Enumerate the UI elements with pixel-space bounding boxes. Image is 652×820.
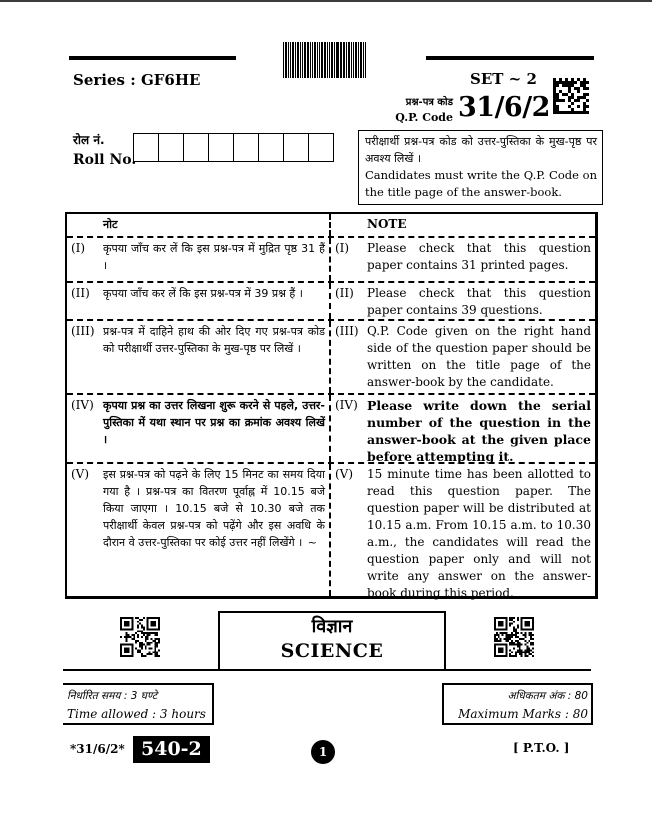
note-row: [67, 393, 595, 462]
barcode: [283, 42, 367, 78]
time-allowed-box: [63, 683, 214, 725]
paper-number-badge: 540-2: [133, 736, 210, 763]
qp-instruction-box: [358, 130, 603, 205]
series-label: Series : GF6HE: [73, 71, 201, 89]
qr-code-right-icon: [494, 617, 534, 657]
max-marks-hindi: अधिकतम अंक : 80: [507, 690, 588, 702]
roll-label-english: Roll No.: [73, 152, 137, 168]
notes-table: [65, 212, 598, 599]
note-number: (II): [71, 286, 90, 300]
notes-header-hindi: नोट: [103, 218, 118, 231]
note-row: [67, 462, 595, 600]
note-hindi: प्रश्न-पत्र में दाहिने हाथ की ओर दिए गए प्रश्न-पत्र कोड को परीक्षार्थी उत्तर-पुस्तिका के मुख-पृष्ठ पर लिखें ।: [103, 325, 325, 355]
note-number: (IV): [71, 398, 94, 412]
footer-qp-code: *31/6/2*: [70, 742, 125, 756]
subject-divider: [63, 669, 591, 671]
roll-number-box[interactable]: [284, 134, 309, 161]
max-marks-english: Maximum Marks : 80: [458, 707, 588, 721]
notes-header-row: [67, 214, 595, 236]
datamatrix-code-icon: [553, 78, 589, 114]
note-english: Q.P. Code given on the right hand side of the question paper should be written on the title page of the answer-book by the candidate.: [367, 324, 591, 389]
pto-label: [ P.T.O. ]: [513, 741, 570, 755]
roll-label-hindi: रोल नं.: [73, 133, 105, 147]
page-number: 1: [311, 740, 335, 764]
subject-english: SCIENCE: [280, 640, 384, 662]
set-label: SET ~ 2: [470, 70, 537, 88]
note-hindi-text: इस प्रश्न-पत्र को पढ़ने के लिए 15 मिनट का समय दिया गया है । प्रश्न-पत्र का वितरण पूर्वाह्न में 10.15 बजे किया जाएगा । 10.15 बजे से 10.30 बजे तक परीक्षार्थी केवल प्रश्न-पत्र को पढ़ेंगे और इस अवधि के दौरान वे उत्तर-पुस्तिका पर कोई उत्तर नहीं लिखेंगे ।: [103, 468, 325, 549]
note-number: (I): [335, 241, 350, 255]
roll-number-box[interactable]: [309, 134, 333, 161]
roll-number-boxes[interactable]: [133, 133, 334, 162]
note-english: Please write down the serial number of the question in the answer-book at the given place before attempting it.: [367, 398, 591, 464]
roll-number-box[interactable]: [259, 134, 284, 161]
note-number: (I): [71, 241, 86, 255]
note-english: Please check that this question paper contains 31 printed pages.: [367, 241, 591, 272]
roll-number-box[interactable]: [184, 134, 209, 161]
top-border: [0, 0, 652, 2]
note-hindi: कृपया जाँच कर लें कि इस प्रश्न-पत्र में मुद्रित पृष्ठ 31 हैं ।: [103, 242, 325, 272]
note-english: 15 minute time has been allotted to read this question paper. The question paper will be distributed at 10.15 a.m. From 10.15 a.m. to 10.30 a.m., the candidates will read the question paper only and will not write any answer on the answer-book during this period.: [367, 467, 591, 600]
qp-code-label: [385, 95, 453, 125]
roll-number-box[interactable]: [209, 134, 234, 161]
note-number: (III): [335, 324, 359, 338]
roll-number-box[interactable]: [234, 134, 259, 161]
note-mark: ~: [307, 536, 317, 549]
qp-code-label-hindi: प्रश्न-पत्र कोड: [405, 97, 453, 108]
note-number: (V): [71, 467, 90, 481]
qr-code-left-icon: [120, 617, 160, 657]
note-number: (II): [335, 286, 354, 300]
note-row: [67, 236, 595, 281]
note-number: (IV): [335, 398, 358, 412]
subject-hindi: विज्ञान: [311, 616, 353, 637]
note-english: Please check that this question paper contains 39 questions.: [367, 286, 591, 317]
note-hindi: कृपया जाँच कर लें कि इस प्रश्न-पत्र में 39 प्रश्न हैं ।: [103, 287, 303, 300]
header-rule-left: [69, 56, 236, 60]
note-number: (V): [335, 467, 354, 481]
qp-code-label-english: Q.P. Code: [395, 111, 453, 124]
roll-number-box[interactable]: [134, 134, 159, 161]
notes-header-english: NOTE: [367, 217, 407, 231]
qp-instruction-hindi: परीक्षार्थी प्रश्न-पत्र कोड को उत्तर-पुस्तिका के मुख-पृष्ठ पर अवश्य लिखें ।: [365, 135, 597, 165]
note-number: (III): [71, 324, 95, 338]
time-allowed-english: Time allowed : 3 hours: [67, 707, 206, 721]
qp-code: 31/6/2: [458, 92, 550, 123]
note-hindi: [103, 466, 325, 593]
note-row: [67, 281, 595, 319]
header-rule-right: [426, 56, 594, 60]
max-marks-box: [442, 683, 593, 725]
roll-number-box[interactable]: [159, 134, 184, 161]
note-hindi: कृपया प्रश्न का उत्तर लिखना शुरू करने से पहले, उत्तर-पुस्तिका में यथा स्थान पर प्रश्न का क्रमांक अवश्य लिखें ।: [103, 399, 325, 446]
subject-box: [218, 611, 446, 671]
note-row: [67, 319, 595, 393]
time-allowed-hindi: निर्धारित समय : 3 घण्टे: [67, 690, 158, 702]
qp-instruction-english: Candidates must write the Q.P. Code on the title page of the answer-book.: [365, 168, 597, 199]
